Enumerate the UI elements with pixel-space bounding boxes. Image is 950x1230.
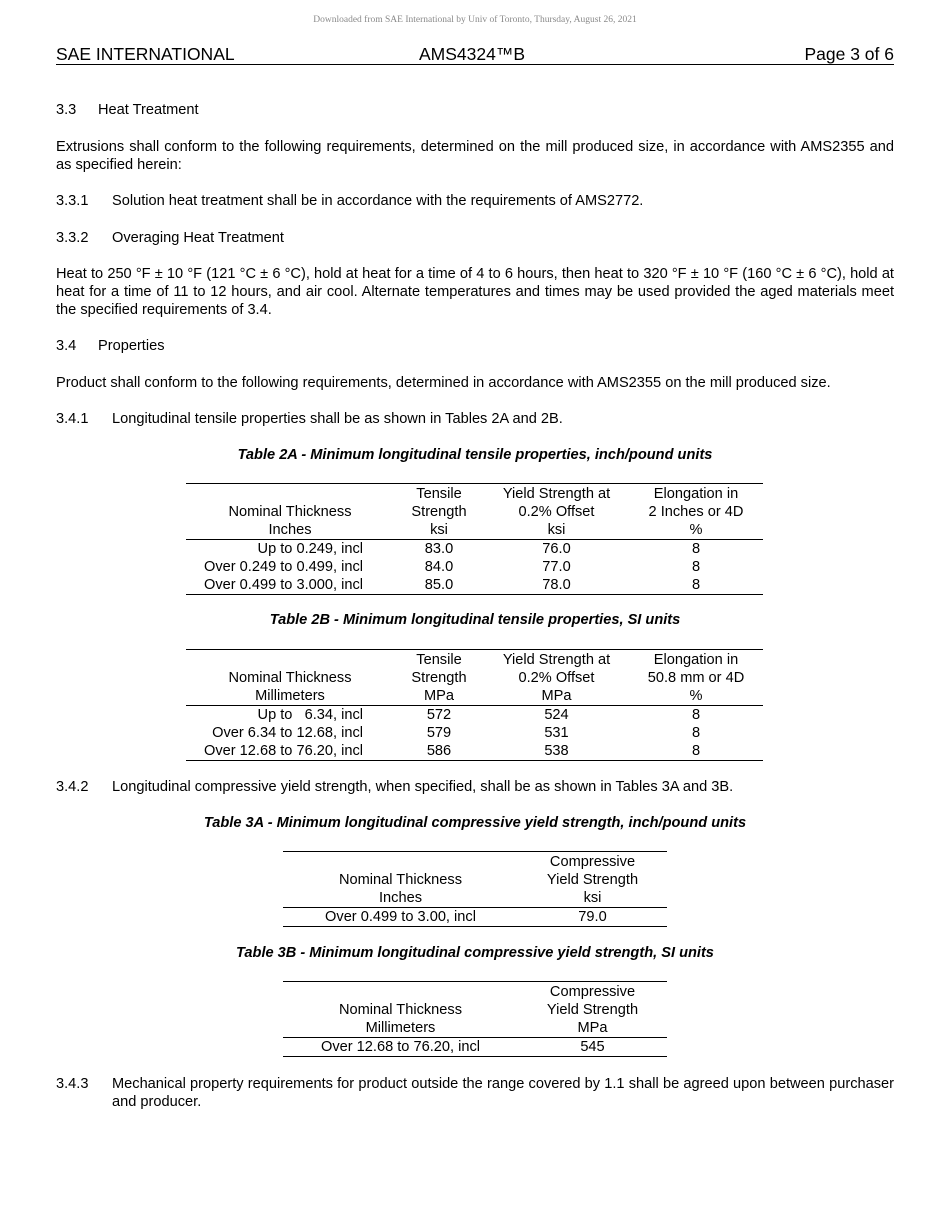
download-notice: Downloaded from SAE International by Univ of Toronto, Thursday, August 26, 2021 <box>313 15 637 25</box>
thickness-cell: Over 0.249 to 0.499, incl <box>203 559 363 575</box>
value-cell: 586 <box>394 742 484 761</box>
header-cell: Elongation in <box>629 484 763 504</box>
section-number: 3.3 <box>56 102 77 118</box>
value-cell: 84.0 <box>424 559 454 575</box>
header-cell: ksi <box>518 889 667 908</box>
table-row <box>186 706 763 725</box>
section-3-3-paragraph: Extrusions shall conform to the following requirements, determined on the mill produced size, in accordance with AMS2355 and as specified herein: <box>56 139 894 173</box>
header-cell: % <box>629 521 763 540</box>
header-cell: % <box>629 687 763 706</box>
section-3-4-paragraph: Product shall conform to the following requirements, determined in accordance with AMS2355 on the mill produced size. <box>56 375 831 391</box>
section-number: 3.4.3 <box>56 1076 89 1092</box>
value-cell: 531 <box>544 725 569 741</box>
table-3a-caption: Table 3A - Minimum longitudinal compressive yield strength, inch/pound units <box>203 815 747 831</box>
table-row <box>186 724 763 742</box>
header-cell: Strength <box>411 670 467 686</box>
table-3b-caption: Table 3B - Minimum longitudinal compressive yield strength, SI units <box>236 945 714 961</box>
section-text: Mechanical property requirements for product outside the range covered by 1.1 shall be agreed upon between purchaser and producer. <box>112 1076 894 1110</box>
section-3-3-2-paragraph: Heat to 250 °F ± 10 °F (121 °C ± 6 °C), hold at heat for a time of 4 to 6 hours, then heat to 320 °F ± 10 °F (160 °C ± 6 °C), hold at heat for a time of 11 to 12 hours, and air cool. Alternate temperatures and times may be used provided the aged materials meet the specified requirements of 3.4. <box>56 266 894 318</box>
value-cell: 78.0 <box>484 576 629 595</box>
thickness-cell: Up to 0.249, incl <box>257 541 363 557</box>
section-title: Overaging Heat Treatment <box>112 230 284 246</box>
page-header <box>56 44 894 65</box>
thickness-cell: Over 12.68 to 76.20, incl <box>283 1038 518 1057</box>
header-cell: MPa <box>394 687 484 706</box>
header-cell <box>186 484 394 504</box>
table-row <box>186 558 763 576</box>
table-row <box>283 1038 667 1057</box>
value-cell: 85.0 <box>394 576 484 595</box>
header-doc-number: AMS4324™B <box>419 44 526 64</box>
header-cell: Inches <box>283 889 518 908</box>
section-number: 3.4.1 <box>56 411 89 427</box>
header-cell: MPa <box>484 687 629 706</box>
table-2b-caption: Table 2B - Minimum longitudinal tensile properties, SI units <box>269 612 681 628</box>
header-org: SAE INTERNATIONAL <box>56 44 235 64</box>
header-cell: MPa <box>518 1019 667 1038</box>
header-cell: Elongation in <box>629 650 763 670</box>
thickness-cell: Over 6.34 to 12.68, incl <box>212 725 363 741</box>
value-cell: 545 <box>518 1038 667 1057</box>
value-cell: 8 <box>691 559 701 575</box>
value-cell: 579 <box>426 725 452 741</box>
table-row <box>186 742 763 761</box>
header-cell: Millimeters <box>283 1019 518 1038</box>
table-row <box>186 576 763 595</box>
section-number: 3.3.1 <box>56 193 89 209</box>
section-number: 3.4 <box>56 338 77 354</box>
section-text: Longitudinal tensile properties shall be as shown in Tables 2A and 2B. <box>112 411 563 427</box>
table-2a <box>186 483 763 595</box>
header-cell: ksi <box>394 521 484 540</box>
table-2a-caption: Table 2A - Minimum longitudinal tensile properties, inch/pound units <box>237 447 713 463</box>
section-text: Solution heat treatment shall be in accordance with the requirements of AMS2772. <box>112 193 644 209</box>
header-cell: Compressive <box>518 852 667 872</box>
section-title: Properties <box>98 338 165 354</box>
table-row <box>283 908 667 927</box>
header-cell: 50.8 mm or 4D <box>647 670 745 686</box>
section-number: 3.4.2 <box>56 779 89 795</box>
header-cell: ksi <box>484 521 629 540</box>
value-cell: 572 <box>426 707 452 723</box>
value-cell: 538 <box>484 742 629 761</box>
value-cell: 83.0 <box>424 541 454 557</box>
header-cell: Yield Strength at <box>484 650 629 670</box>
value-cell: 8 <box>691 707 701 723</box>
table-2b <box>186 649 763 761</box>
header-cell <box>283 982 518 1002</box>
section-3-4-3 <box>56 1075 894 1111</box>
header-cell: Strength <box>411 504 467 520</box>
thickness-cell: Over 12.68 to 76.20, incl <box>186 742 394 761</box>
header-cell: Nominal Thickness <box>228 670 352 686</box>
section-title: Heat Treatment <box>98 102 199 118</box>
header-cell: Yield Strength at <box>484 484 629 504</box>
table-3b <box>283 981 667 1057</box>
header-cell: Tensile <box>394 484 484 504</box>
header-cell <box>186 650 394 670</box>
header-cell: Yield Strength <box>546 872 639 888</box>
header-cell: Millimeters <box>186 687 394 706</box>
thickness-cell: Over 0.499 to 3.000, incl <box>186 576 394 595</box>
header-cell <box>283 852 518 872</box>
value-cell: 8 <box>691 725 701 741</box>
section-text: Longitudinal compressive yield strength, when specified, shall be as shown in Tables 3A and 3B. <box>112 779 734 795</box>
header-cell: Compressive <box>518 982 667 1002</box>
value-cell: 77.0 <box>542 559 571 575</box>
value-cell: 79.0 <box>518 908 667 927</box>
header-cell: Nominal Thickness <box>228 504 352 520</box>
header-cell: Inches <box>186 521 394 540</box>
header-cell: Tensile <box>394 650 484 670</box>
header-cell: 0.2% Offset <box>518 504 595 520</box>
value-cell: 8 <box>629 576 763 595</box>
value-cell: 524 <box>544 707 569 723</box>
header-cell: Yield Strength <box>546 1002 639 1018</box>
table-3a <box>283 851 667 927</box>
thickness-cell: Up to 6.34, incl <box>257 707 363 723</box>
value-cell: 76.0 <box>542 541 571 557</box>
value-cell: 8 <box>691 541 701 557</box>
header-cell: 2 Inches or 4D <box>648 504 744 520</box>
value-cell: 8 <box>629 742 763 761</box>
table-row <box>186 540 763 559</box>
header-cell: Nominal Thickness <box>338 872 462 888</box>
header-page-number: Page 3 of 6 <box>804 44 894 64</box>
section-number: 3.3.2 <box>56 230 89 246</box>
thickness-cell: Over 0.499 to 3.00, incl <box>283 908 518 927</box>
header-cell: Nominal Thickness <box>338 1002 462 1018</box>
header-cell: 0.2% Offset <box>518 670 595 686</box>
